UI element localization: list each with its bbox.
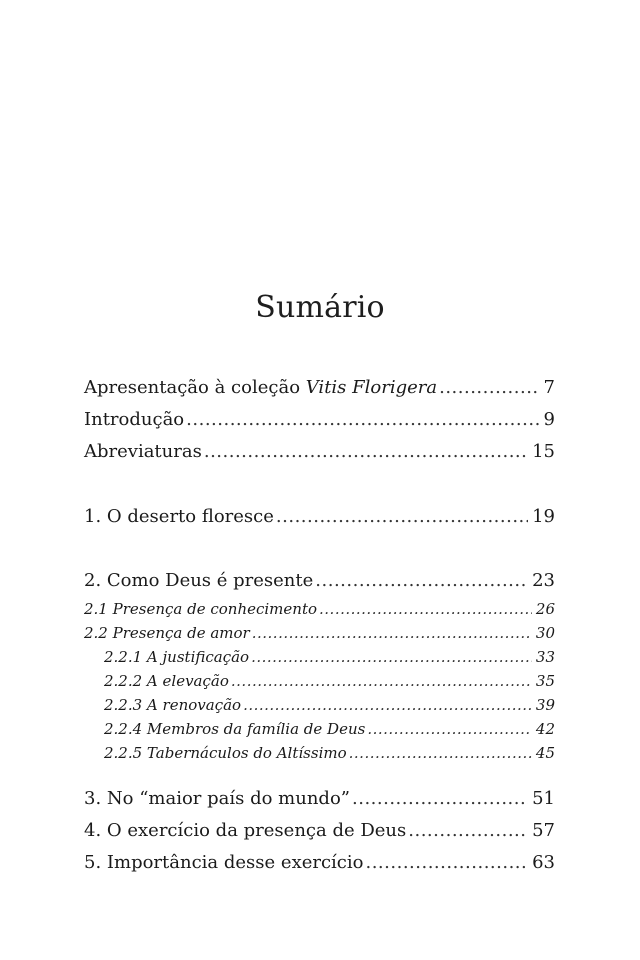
dot-leader: [204, 436, 528, 468]
toc-entry-label: 3. No “maior país do mundo”: [84, 788, 350, 809]
toc-page-number: 7: [543, 377, 555, 398]
toc-entry-apresentacao[interactable]: [84, 372, 555, 404]
toc-entry-label: 2.2.3 A renovação: [104, 696, 242, 714]
toc-entry-label: 2.1 Presença de conhecimento: [84, 600, 318, 618]
toc-entry-section-2-2[interactable]: [84, 621, 555, 645]
dot-leader: [186, 404, 539, 436]
toc-entry-label: 2.2 Presença de amor: [84, 624, 250, 642]
collection-name: Vitis Florigera: [305, 377, 438, 398]
toc-entry-chapter-2[interactable]: [84, 565, 555, 597]
toc-page-number: 15: [532, 441, 555, 462]
dot-leader: [367, 717, 532, 741]
dot-leader: [276, 501, 528, 533]
dot-leader: [231, 669, 532, 693]
page-title: Sumário: [255, 290, 385, 326]
toc-entry-chapter-4[interactable]: [84, 815, 555, 847]
toc-page-number: 39: [535, 696, 555, 714]
dot-leader: [252, 621, 532, 645]
toc-entry-introducao[interactable]: [84, 404, 555, 436]
toc-entry-chapter-3[interactable]: [84, 783, 555, 815]
toc-entry-label: 1. O deserto floresce: [84, 506, 274, 527]
toc-page-number: 63: [532, 852, 555, 873]
toc-page-number: 35: [535, 672, 555, 690]
toc-entry-section-2-2-1[interactable]: [84, 645, 555, 669]
spacer: [84, 765, 555, 783]
toc-entry-section-2-2-4[interactable]: [84, 717, 555, 741]
toc-entry-chapter-1[interactable]: [84, 501, 555, 533]
toc-page-number: 57: [532, 820, 555, 841]
dot-leader: [315, 565, 528, 597]
toc-page-number: 45: [535, 744, 555, 762]
toc-entry-label: 5. Importância desse exercício: [84, 852, 364, 873]
toc-entry-label: Apresentação à coleção Vitis Florigera: [84, 377, 438, 398]
toc-entry-chapter-5[interactable]: [84, 847, 555, 879]
table-of-contents: [84, 372, 555, 879]
dot-leader: [349, 741, 532, 765]
spacer: [84, 468, 555, 501]
toc-page-number: 33: [535, 648, 555, 666]
toc-entry-label: 2.2.4 Membros da família de Deus: [104, 720, 366, 738]
dot-leader: [408, 815, 528, 847]
toc-entry-label: Abreviaturas: [84, 441, 202, 462]
toc-entry-label: Introdução: [84, 409, 185, 430]
dot-leader: [251, 645, 532, 669]
toc-page-number: 42: [535, 720, 555, 738]
toc-page-number: 23: [532, 570, 555, 591]
dot-leader: [439, 372, 539, 404]
toc-entry-label: 2. Como Deus é presente: [84, 570, 314, 591]
toc-entry-section-2-2-2[interactable]: [84, 669, 555, 693]
toc-entry-section-2-2-3[interactable]: [84, 693, 555, 717]
dot-leader: [352, 783, 528, 815]
toc-page-number: 51: [532, 788, 555, 809]
toc-entry-section-2-2-5[interactable]: [84, 741, 555, 765]
toc-page-number: 9: [543, 409, 555, 430]
toc-page-number: 19: [532, 506, 555, 527]
toc-entry-label: 2.2.2 A elevação: [104, 672, 229, 690]
toc-entry-label: 4. O exercício da presença de Deus: [84, 820, 407, 841]
dot-leader: [365, 847, 528, 879]
toc-entry-label: 2.2.5 Tabernáculos do Altíssimo: [104, 744, 347, 762]
toc-entry-section-2-1[interactable]: [84, 597, 555, 621]
spacer: [84, 533, 555, 565]
dot-leader: [319, 597, 532, 621]
toc-page-number: 26: [535, 600, 555, 618]
toc-entry-abreviaturas[interactable]: [84, 436, 555, 468]
toc-page-number: 30: [535, 624, 555, 642]
toc-entry-label: 2.2.1 A justificação: [104, 648, 250, 666]
dot-leader: [243, 693, 532, 717]
